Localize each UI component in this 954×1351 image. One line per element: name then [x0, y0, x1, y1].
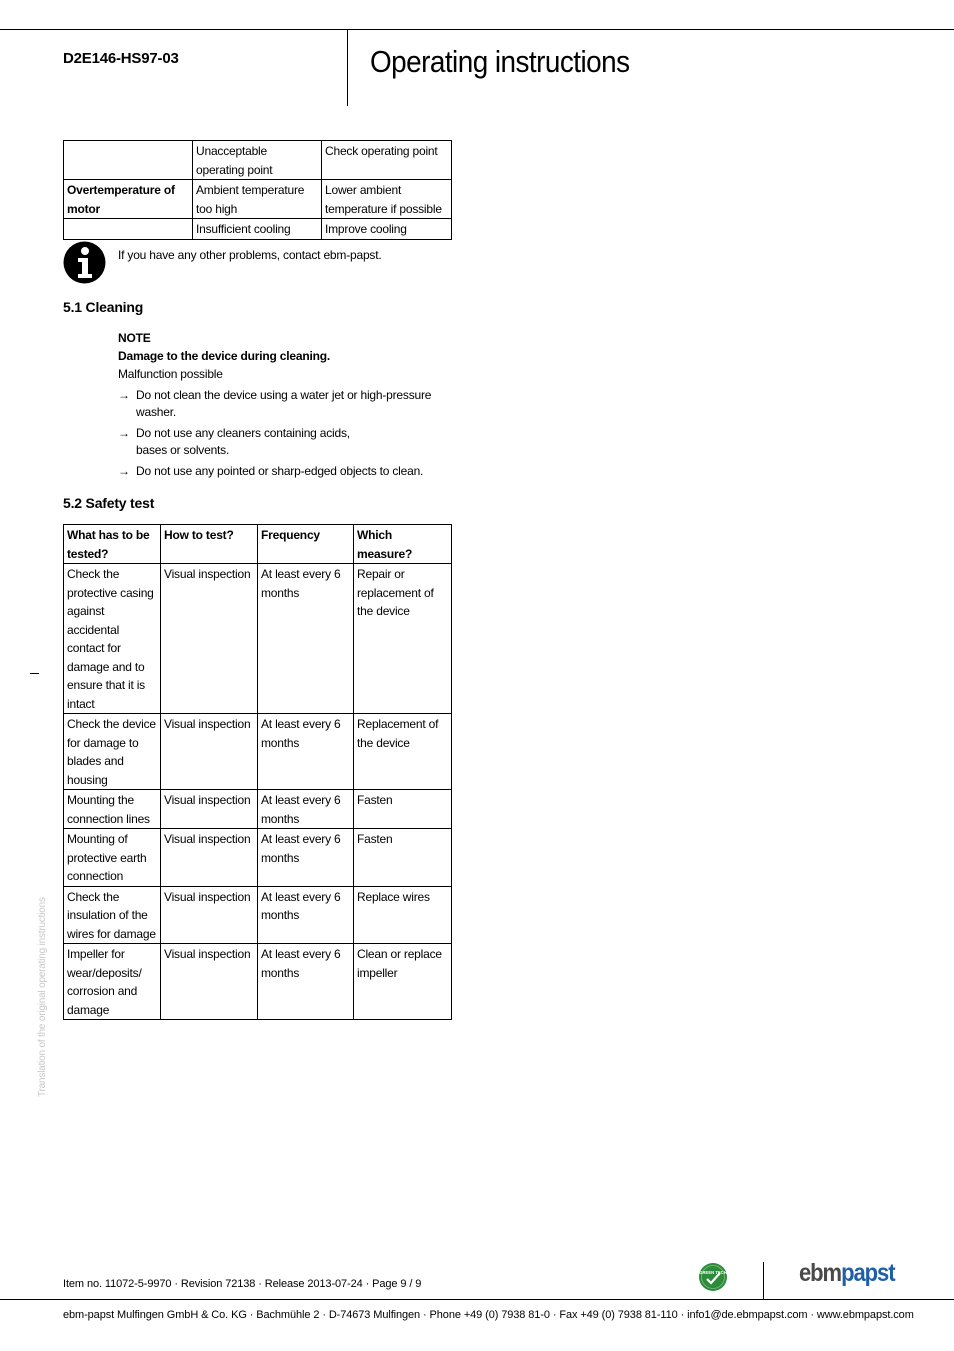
greentech-label: GREEN TECH	[699, 1270, 727, 1275]
table-cell: At least every 6 months	[258, 790, 354, 829]
column-header: Which measure?	[354, 525, 452, 564]
table-cell	[64, 141, 193, 180]
table-cell: Lower ambient temperature if possible	[322, 180, 452, 219]
table-row	[64, 714, 452, 790]
logo-ebm: ebm	[799, 1259, 842, 1287]
table-cell: At least every 6 months	[258, 564, 354, 714]
table-cell: Improve cooling	[322, 219, 452, 240]
table-row	[64, 886, 452, 944]
table-row	[64, 219, 452, 240]
header-top-rule	[0, 29, 954, 30]
table-cell: Mounting the connection lines	[64, 790, 161, 829]
header-divider	[347, 29, 348, 106]
section-heading-safety-test: 5.2 Safety test	[63, 495, 155, 511]
table-cell: Fasten	[354, 829, 452, 887]
bullet-text: Do not use any cleaners containing acids, bases or solvents.	[136, 426, 350, 457]
table-cell: Check operating point	[322, 141, 452, 180]
cleaning-note	[118, 329, 458, 480]
table-header-row	[64, 525, 452, 564]
column-header: Frequency	[258, 525, 354, 564]
safety-test-table	[63, 524, 452, 1020]
fold-mark	[30, 673, 39, 674]
table-cell: Overtemperature of motor	[64, 180, 193, 219]
list-item	[118, 425, 458, 459]
logo-papst: papst	[841, 1259, 895, 1287]
note-subtitle: Malfunction possible	[118, 367, 223, 381]
page-title: Operating instructions	[370, 44, 630, 79]
table-cell: Check the protective casing against accidental contact for damage and to ensure that it is intact	[64, 564, 161, 714]
table-cell: Ambient temperature too high	[193, 180, 322, 219]
list-item	[118, 387, 458, 421]
table-cell: Fasten	[354, 790, 452, 829]
model-number: D2E146-HS97-03	[63, 50, 179, 67]
list-item	[118, 463, 458, 480]
table-cell: Replace wires	[354, 886, 452, 944]
table-cell: At least every 6 months	[258, 886, 354, 944]
table-row	[64, 180, 452, 219]
table-cell: Insufficient cooling	[193, 219, 322, 240]
table-cell: Visual inspection	[161, 790, 258, 829]
bullet-text: Do not use any pointed or sharp-edged objects to clean.	[136, 464, 424, 478]
table-cell: At least every 6 months	[258, 944, 354, 1020]
table-cell: Check the device for damage to blades and housing	[64, 714, 161, 790]
column-header: What has to be tested?	[64, 525, 161, 564]
table-cell: Visual inspection	[161, 886, 258, 944]
arrow-icon: →	[118, 464, 130, 478]
table-cell: At least every 6 months	[258, 714, 354, 790]
item-info: Item no. 11072-5-9970 · Revision 72138 · Release 2013-07-24 · Page 9 / 9	[63, 1278, 422, 1290]
company-address: ebm-papst Mulfingen GmbH & Co. KG · Bachmühle 2 · D-74673 Mulfingen · Phone +49 (0) 7938 81-0 · Fax +49 (0) 7938 81-110 · info1@de.ebmpapst.com · www.ebmpapst.com	[63, 1309, 914, 1321]
info-icon	[63, 241, 106, 284]
table-row	[64, 141, 452, 180]
sidebar-translation-note: Translation of the original operating instructions	[37, 897, 48, 1097]
table-cell: Clean or replace impeller	[354, 944, 452, 1020]
arrow-icon: →	[118, 426, 130, 440]
arrow-icon: →	[118, 388, 130, 402]
table-cell: Impeller for wear/deposits/ corrosion and damage	[64, 944, 161, 1020]
logo-divider	[763, 1262, 764, 1300]
table-cell: Visual inspection	[161, 714, 258, 790]
table-row	[64, 564, 452, 714]
table-cell	[64, 219, 193, 240]
table-cell: Visual inspection	[161, 944, 258, 1020]
table-cell: Visual inspection	[161, 564, 258, 714]
bullet-text: Do not clean the device using a water jet or high-pressure washer.	[136, 388, 432, 419]
table-cell: Repair or replacement of the device	[354, 564, 452, 714]
table-cell: Visual inspection	[161, 829, 258, 887]
info-text: If you have any other problems, contact ebm-papst.	[118, 248, 382, 262]
column-header: How to test?	[161, 525, 258, 564]
table-row	[64, 790, 452, 829]
troubleshooting-table	[63, 140, 452, 240]
table-row	[64, 944, 452, 1020]
table-row	[64, 829, 452, 887]
section-heading-cleaning: 5.1 Cleaning	[63, 299, 144, 315]
table-cell: At least every 6 months	[258, 829, 354, 887]
table-cell: Replacement of the device	[354, 714, 452, 790]
table-cell: Check the insulation of the wires for damage	[64, 886, 161, 944]
note-title: Damage to the device during cleaning.	[118, 349, 330, 363]
ebmpapst-logo	[799, 1259, 894, 1288]
table-cell: Unacceptable operating point	[193, 141, 322, 180]
greentech-badge-icon	[698, 1262, 728, 1292]
table-cell: Mounting of protective earth connection	[64, 829, 161, 887]
note-label: NOTE	[118, 331, 151, 345]
footer-rule	[0, 1299, 954, 1300]
